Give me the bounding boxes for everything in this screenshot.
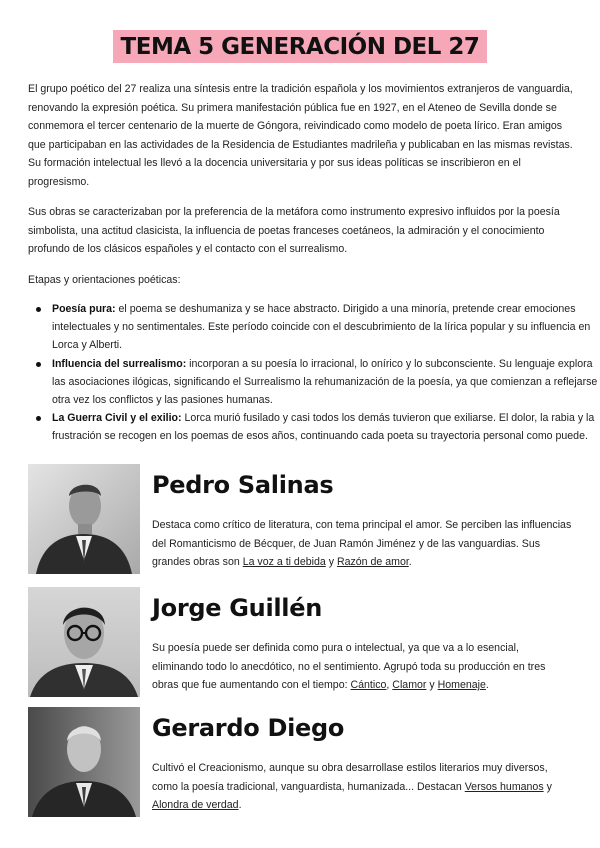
stage-text: Lorca murió fusilado y casi todos los demás tuvieron que exiliarse. El dolor, la rabia y la frustración se recogen en los poemas de esos años, continuando cada poeta su trayectoria personal como puede. <box>52 412 595 443</box>
author-desc-text: Cultivó el Creacionismo, aunque su obra desarrollase estilos literarios muy diversos, como la poesía tradicional, vanguardista, humanizada... Destacan <box>152 762 548 793</box>
author-description <box>152 639 572 695</box>
separator: y <box>426 679 438 692</box>
author-name: Jorge Guillén <box>152 594 322 622</box>
end-mark: . <box>408 556 412 569</box>
author-description <box>152 759 572 815</box>
stage-item-pure-poetry <box>52 300 598 355</box>
work-title-link: Versos humanos <box>464 780 544 793</box>
stage-term: Influencia del surrealismo: <box>52 357 187 370</box>
work-title-link: Cántico <box>350 679 387 692</box>
separator: , <box>386 679 393 692</box>
author-portrait-photo <box>28 587 140 697</box>
separator: y <box>543 780 552 793</box>
intro-paragraph-1: El grupo poético del 27 realiza una síntesis entre la tradición española y los movimientos extranjeros de vanguardia, renovando la expresión poética. Su primera manifestación pública fue en 1927, en el Ateneo de Sevilla donde se conmemora el tercer centenario de la muerte de Góngora, reivindicado como modelo de poeta lírico. Eran amigos que participaban en las actividades de la Residencia de Estudiantes madrileña y publicaban en las mismas revistas. Su formación intelectual les llevó a la docencia universitaria y por sus ideas políticas se inscribieron en el progresismo. <box>28 83 573 188</box>
author-description <box>152 516 572 572</box>
stages-heading: Etapas y orientaciones poéticas: <box>28 274 181 286</box>
stage-item-surrealism <box>52 355 598 410</box>
author-portrait-photo <box>28 707 140 817</box>
end-mark: . <box>485 679 489 692</box>
author-desc-text: Destaca como crítico de literatura, con tema principal el amor. Se perciben las influencias del Romanticismo de Bécquer, de Juan Ramón Jiménez y de las vanguardias. Sus grandes obras son <box>152 519 572 569</box>
separator: y <box>325 556 337 569</box>
author-portrait-photo <box>28 464 140 574</box>
stage-item-civil-war <box>52 409 598 445</box>
title-container <box>0 30 600 63</box>
intro-paragraph-2: Sus obras se caracterizaban por la preferencia de la metáfora como instrumento expresivo influidos por la poesía simbolista, una actitud clasicista, la influencia de poetas franceses coetáneos, la admiración y el conocimiento profundo de los clásicos españoles y el contacto con el surrealismo. <box>28 206 560 256</box>
work-title-link: Clamor <box>392 679 427 692</box>
stage-term: La Guerra Civil y el exilio: <box>52 412 182 425</box>
work-title-link: Alondra de verdad <box>152 799 239 812</box>
page-title: TEMA 5 GENERACIÓN DEL 27 <box>113 30 488 63</box>
work-title-link: Homenaje <box>437 679 486 692</box>
author-name: Pedro Salinas <box>152 471 334 499</box>
stages-list <box>28 300 598 446</box>
work-title-link: La voz a ti debida <box>242 556 326 569</box>
stage-text: incorporan a su poesía lo irracional, lo onírico y lo subconsciente. Su lenguaje explora las asociaciones ilógicas, significando el Surrealismo la rehumanización de la poesía, ya que comienzan a reflejarse otra vez los conflictos y las pasiones humanas. <box>52 357 598 407</box>
stage-text: el poema se deshumaniza y se hace abstracto. Dirigido a una minoría, pretende crear emociones intelectuales y no sentimentales. Este período coincide con el descubrimiento de la lírica popular y su influencia en Lorca y Alberti. <box>52 303 591 352</box>
end-mark: . <box>238 799 242 812</box>
author-desc-text: Su poesía puede ser definida como pura o intelectual, ya que va a lo esencial, eliminando todo lo anecdótico, no el sentimiento. Agrupó toda su producción en tres obras que fue aumentando con el tiempo: <box>152 642 546 692</box>
stage-term: Poesía pura: <box>52 303 116 315</box>
author-name: Gerardo Diego <box>152 714 345 742</box>
work-title-link: Razón de amor <box>336 556 409 569</box>
